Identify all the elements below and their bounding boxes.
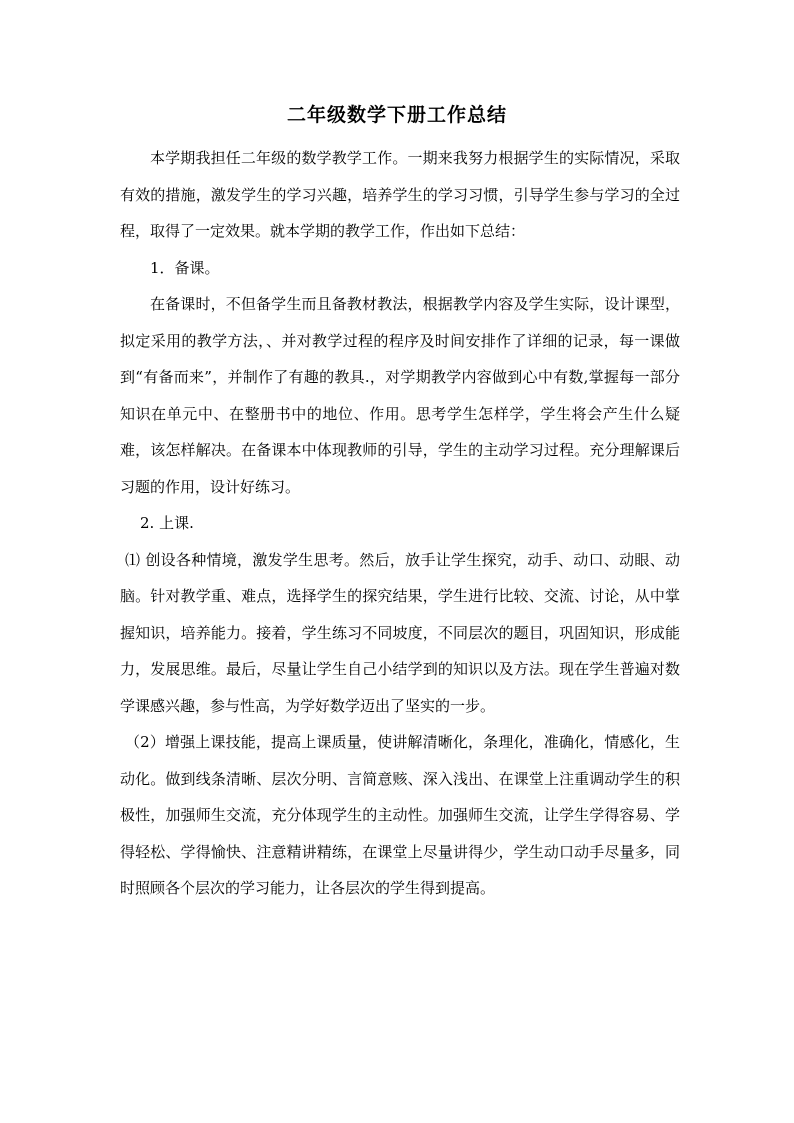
preparation-paragraph: 在备课时，不但备学生而且备教材教法，根据教学内容及学生实际，设计课型，拟定采用的教学方法，、并对教学过程的程序及时间安排作了详细的记录，每一课做到“有备而来”，并制作了有趣的教具.，对学期教学内容做到心中有数,掌握每一部分知识在单元中、在整册书中的地位、作用。思考学生怎样学，学生将会产生什么疑难，该怎样解决。在备课本中体现教师的引导，学生的主动学习过程。充分理解课后习题的作用，设计好练习。 xyxy=(120,295,680,496)
lessons-item-1: ⑴ 创设各种情境，激发学生思考。然后，放手让学生探究，动手、动口、动眼、动脑。针对教学重、难点，选择学生的探究结果，学生进行比较、交流、讨论，从中掌握知识，培养能力。接着，学生练习不同坡度，不同层次的题目，巩固知识，形成能力，发展思维。最后，尽量让学生自己小结学到的知识以及方法。现在学生普遍对数学课感兴趣，参与性高，为学好数学迈出了坚实的一步。 xyxy=(120,550,680,715)
lessons-item-2: （2）增强上课技能，提高上课质量，使讲解清晰化，条理化，准确化，情感化，生动化。做到线条清晰、层次分明、言简意赅、深入浅出、在课堂上注重调动学生的积极性，加强师生交流，充分体现学生的主动性。加强师生交流，让学生学得容易、学得轻松、学得愉快、注意精讲精练，在课堂上尽量讲得少，学生动口动手尽量多，同时照顾各个层次的学习能力，让各层次的学生得到提高。 xyxy=(120,733,680,897)
intro-paragraph: 本学期我担任二年级的数学教学工作。一期来我努力根据学生的实际情况，采取有效的措施，激发学生的学习兴趣，培养学生的学习习惯，引导学生参与学习的全过程，取得了一定效果。就本学期的教学工作，作出如下总结： xyxy=(120,149,680,240)
document-title: 二年级数学下册工作总结 xyxy=(286,104,507,126)
section-heading-lessons: 2. 上课. xyxy=(140,514,194,532)
section-heading-preparation: 1．备课。 xyxy=(150,258,220,277)
document-body xyxy=(120,140,680,907)
